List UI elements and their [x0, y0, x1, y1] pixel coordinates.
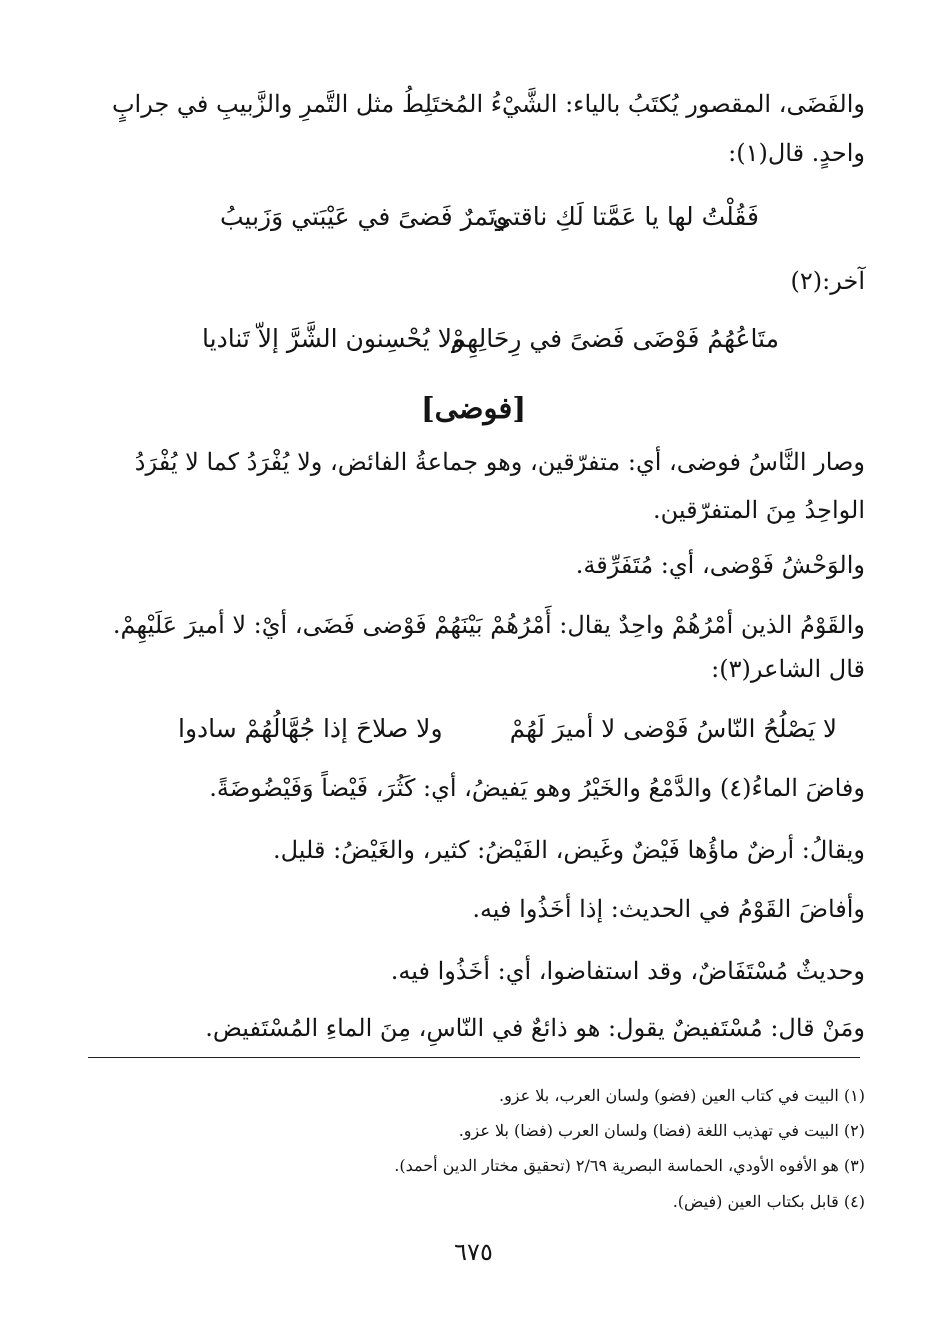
body-line-4: وصار النَّاسُ فوضى، أي: متفرّقين، وهو جماعةُ الفائض، ولا يُفْرَدُ كما لا يُفْرَدُ — [134, 448, 865, 476]
footnote-2: (٢) البيت في تهذيب اللغة (فضا) ولسان العرب (فضا) بلا عزو. — [458, 1121, 865, 1140]
footnote-1: (١) البيت في كتاب العين (فضو) ولسان العرب، بلا عزو. — [498, 1086, 865, 1105]
body-line-8: قال الشاعر(٣): — [711, 655, 865, 683]
body-line-2: واحدٍ. قال(١): — [728, 139, 865, 167]
body-line-12: وحديثٌ مُسْتَفَاضٌ، وقد استفاضوا، أي: أخَذُوا فيه. — [390, 957, 865, 985]
footnote-3: (٣) هو الأفوه الأودي، الحماسة البصرية ٢/٦٩ (تحقيق مختار الدين أحمد). — [394, 1156, 865, 1175]
body-line-13: ومَنْ قال: مُسْتَفيضٌ يقول: هو ذائعٌ في النّاسِ، مِنَ الماءِ المُسْتَفيض. — [205, 1014, 865, 1042]
verse-1-second-hemistich: وتَمرٌ فَضىً في عَيْبَتي وَزَبيبُ — [220, 202, 508, 231]
section-heading: [فوضى] — [420, 391, 527, 425]
footnote-separator — [88, 1057, 860, 1058]
body-line-10: ويقالُ: أرضٌ ماؤُها فَيْضٌ وغَيض، الفَيْضُ: كثير، والغَيْضُ: قليل. — [272, 836, 865, 864]
verse-2-second-hemistich: ولا يُحْسِنون الشَّرَّ إلاّ تَناديا — [202, 324, 465, 353]
verse-2-first-hemistich: متَاعُهُمُ فَوْضَى فَضىً في رِحَالِهِمْ — [450, 324, 779, 353]
body-line-7: والقَوْمُ الذين أمْرُهُمْ واحِدٌ يقال: أَمْرُهُمْ بَيْنَهُمْ فَوْضى فَضَى، أيْ: لا أميرَ عَلَيْهِمْ. — [112, 611, 865, 639]
verse-3-second-hemistich: ولا صلاحَ إذا جُهَّالُهُمْ سادوا — [178, 714, 443, 743]
body-line-9: وفاضَ الماءُ(٤) والدَّمْعُ والخَيْرُ وهو يَفيضُ، أي: كَثُرَ، فَيْضاً وَفَيْضُوضَةً. — [209, 774, 865, 802]
verse-1-first-hemistich: فَقُلْتُ لها يا عَمَّتا لَكِ ناقتي — [492, 202, 759, 231]
footnote-4: (٤) قابل بكتاب العين (فيض). — [672, 1192, 865, 1211]
page-number: ٦٧٥ — [454, 1238, 493, 1266]
verse-3-first-hemistich: لا يَصْلُحُ النّاسُ فَوْضى لا أميرَ لَهُمْ — [509, 714, 837, 743]
body-line-6: والوَحْشُ فَوْضى، أي: مُتَفَرِّقة. — [575, 551, 865, 579]
body-line-5: الواحِدُ مِنَ المتفرّقين. — [653, 496, 865, 524]
body-line-11: وأفاضَ القَوْمُ في الحديث: إذا أخَذُوا فيه. — [472, 895, 865, 923]
body-line-3: آخر:(٢) — [790, 267, 865, 295]
body-line-1: والفَضَى، المقصور يُكتَبُ بالياء: الشَّيْءُ المُختَلِطُ مثل التَّمرِ والزَّبيبِ في جرابٍ — [111, 90, 865, 118]
